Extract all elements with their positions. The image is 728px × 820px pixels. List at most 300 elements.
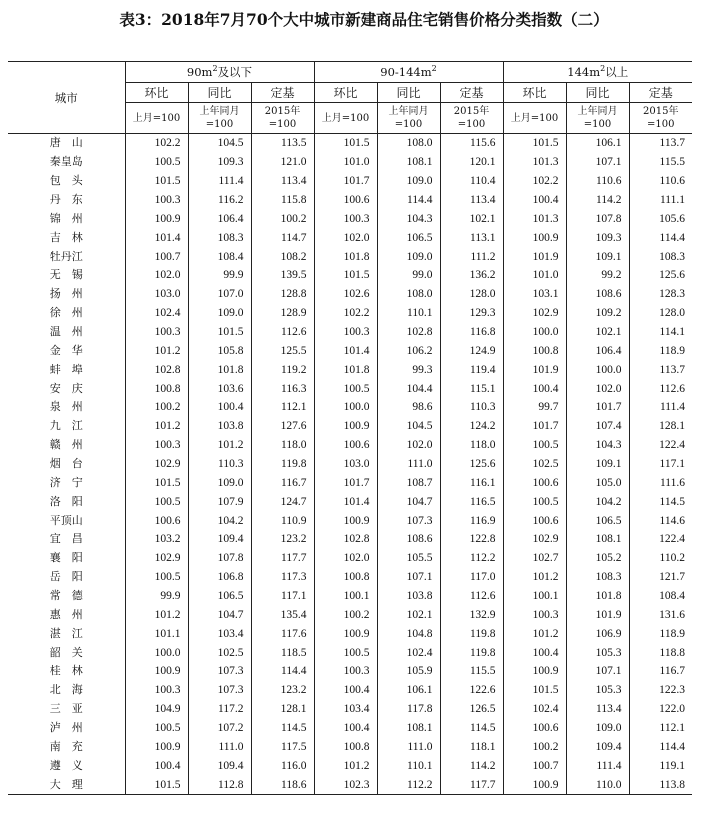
index-value: 107.3	[188, 662, 251, 681]
index-value: 112.6	[629, 379, 692, 398]
index-value: 101.5	[125, 172, 188, 191]
index-value: 100.4	[314, 719, 377, 738]
index-value: 118.9	[629, 624, 692, 643]
group-header-large: $144m^2$以上	[503, 62, 692, 83]
city-name: 岳 阳	[49, 570, 83, 584]
table-row	[8, 681, 692, 700]
index-value: 101.8	[314, 247, 377, 266]
index-value: 102.9	[125, 549, 188, 568]
sub-header-fixed: 定基	[440, 83, 503, 103]
index-value: 100.9	[125, 209, 188, 228]
index-value: 108.4	[188, 247, 251, 266]
index-value: 110.3	[440, 398, 503, 417]
base-header-2015: 2015年=100	[440, 103, 503, 134]
index-value: 102.6	[314, 285, 377, 304]
table-row	[8, 191, 692, 210]
index-value: 116.8	[440, 323, 503, 342]
index-value: 100.4	[125, 756, 188, 775]
index-value: 106.5	[377, 228, 440, 247]
index-value: 101.2	[503, 624, 566, 643]
index-value: 102.2	[314, 304, 377, 323]
index-value: 108.4	[629, 587, 692, 606]
index-value: 102.0	[125, 266, 188, 285]
index-value: 128.0	[440, 285, 503, 304]
index-value: 109.1	[566, 455, 629, 474]
index-value: 139.5	[251, 266, 314, 285]
index-value: 108.3	[188, 228, 251, 247]
index-value: 112.6	[440, 587, 503, 606]
index-value: 102.8	[314, 530, 377, 549]
index-value: 104.2	[566, 492, 629, 511]
index-value: 103.0	[314, 455, 377, 474]
index-value: 109.0	[188, 304, 251, 323]
index-value: 109.0	[377, 247, 440, 266]
index-value: 104.7	[188, 605, 251, 624]
table-row	[8, 662, 692, 681]
index-value: 101.8	[314, 360, 377, 379]
index-value: 100.2	[503, 738, 566, 757]
index-value: 117.1	[629, 455, 692, 474]
index-value: 100.1	[314, 587, 377, 606]
index-value: 123.2	[251, 530, 314, 549]
index-value: 102.0	[566, 379, 629, 398]
index-value: 108.0	[377, 134, 440, 153]
index-value: 106.9	[566, 624, 629, 643]
index-value: 101.2	[188, 436, 251, 455]
city-name: 无 锡	[49, 268, 83, 282]
index-value: 103.2	[125, 530, 188, 549]
index-value: 100.3	[314, 323, 377, 342]
index-value: 136.2	[440, 266, 503, 285]
city-name: 南 充	[49, 739, 83, 753]
index-value: 121.7	[629, 568, 692, 587]
index-value: 100.8	[314, 568, 377, 587]
table-row	[8, 153, 692, 172]
city-column-header: 城市	[8, 62, 125, 134]
index-value: 100.8	[125, 379, 188, 398]
index-value: 114.4	[629, 738, 692, 757]
index-value: 100.9	[314, 417, 377, 436]
index-value: 99.9	[125, 587, 188, 606]
index-value: 100.3	[125, 681, 188, 700]
index-value: 105.2	[566, 549, 629, 568]
index-value: 113.5	[251, 134, 314, 153]
index-value: 112.2	[440, 549, 503, 568]
index-value: 114.4	[629, 228, 692, 247]
city-name: 安 庆	[49, 381, 83, 395]
index-value: 100.2	[251, 209, 314, 228]
table-row	[8, 379, 692, 398]
index-value: 109.4	[188, 756, 251, 775]
index-value: 102.4	[125, 304, 188, 323]
base-header-last-year: 上年同月=100	[188, 103, 251, 134]
index-value: 110.6	[629, 172, 692, 191]
index-value: 100.9	[314, 511, 377, 530]
index-value: 105.3	[566, 643, 629, 662]
index-value: 102.5	[503, 455, 566, 474]
index-value: 104.9	[125, 700, 188, 719]
index-value: 103.0	[125, 285, 188, 304]
index-value: 104.2	[188, 511, 251, 530]
index-value: 102.4	[377, 643, 440, 662]
index-value: 110.3	[188, 455, 251, 474]
city-name: 大 理	[8, 775, 125, 794]
index-value: 113.7	[629, 134, 692, 153]
index-value: 100.0	[503, 323, 566, 342]
table-row	[8, 266, 692, 285]
index-value: 112.1	[251, 398, 314, 417]
city-name: 锦 州	[49, 211, 83, 225]
city-name: 平顶山	[49, 513, 83, 527]
index-value: 108.0	[377, 285, 440, 304]
index-value: 100.3	[125, 191, 188, 210]
index-value: 100.0	[566, 360, 629, 379]
index-value: 107.3	[188, 681, 251, 700]
index-value: 116.5	[440, 492, 503, 511]
index-value: 111.4	[566, 756, 629, 775]
index-value: 101.9	[503, 247, 566, 266]
index-value: 116.1	[440, 473, 503, 492]
index-value: 118.8	[629, 643, 692, 662]
index-value: 105.3	[566, 681, 629, 700]
index-value: 115.5	[440, 662, 503, 681]
index-value: 126.5	[440, 700, 503, 719]
index-value: 131.6	[629, 605, 692, 624]
index-value: 100.4	[188, 398, 251, 417]
index-value: 100.3	[314, 209, 377, 228]
index-value: 135.4	[251, 605, 314, 624]
index-value: 111.4	[188, 172, 251, 191]
table-row	[8, 172, 692, 191]
index-value: 109.4	[566, 738, 629, 757]
index-value: 119.1	[629, 756, 692, 775]
index-value: 116.7	[251, 473, 314, 492]
index-value: 100.5	[125, 568, 188, 587]
sub-header-mom: 环比	[314, 83, 377, 103]
index-value: 114.2	[440, 756, 503, 775]
index-value: 109.1	[566, 247, 629, 266]
index-value: 104.7	[377, 492, 440, 511]
index-value: 118.9	[629, 341, 692, 360]
city-name: 济 宁	[49, 475, 83, 489]
index-value: 100.5	[125, 492, 188, 511]
sub-header-yoy: 同比	[188, 83, 251, 103]
index-value: 115.1	[440, 379, 503, 398]
index-value: 118.6	[251, 775, 314, 794]
index-value: 105.0	[566, 473, 629, 492]
city-name: 北 海	[49, 683, 83, 697]
table-body	[8, 134, 692, 795]
index-value: 107.2	[188, 719, 251, 738]
table-row	[8, 624, 692, 643]
group-header-small: $90m^2$及以下	[125, 62, 314, 83]
index-value: 106.8	[188, 568, 251, 587]
index-value: 101.5	[125, 775, 188, 794]
city-name: 湛 江	[49, 626, 83, 640]
index-value: 122.6	[440, 681, 503, 700]
index-value: 106.5	[188, 587, 251, 606]
index-value: 108.6	[566, 285, 629, 304]
index-value: 104.8	[377, 624, 440, 643]
index-value: 104.5	[377, 417, 440, 436]
index-value: 116.3	[251, 379, 314, 398]
index-value: 114.5	[440, 719, 503, 738]
index-value: 99.2	[566, 266, 629, 285]
index-value: 99.7	[503, 398, 566, 417]
index-value: 100.6	[314, 436, 377, 455]
index-value: 128.3	[629, 285, 692, 304]
index-value: 102.2	[503, 172, 566, 191]
index-value: 103.8	[188, 417, 251, 436]
table-row	[8, 568, 692, 587]
index-value: 104.4	[377, 379, 440, 398]
index-value: 115.6	[440, 134, 503, 153]
index-value: 102.5	[188, 643, 251, 662]
index-value: 107.1	[566, 662, 629, 681]
city-name: 包 头	[49, 174, 83, 188]
index-value: 109.4	[188, 530, 251, 549]
index-value: 109.0	[566, 719, 629, 738]
index-value: 103.6	[188, 379, 251, 398]
index-value: 100.4	[503, 379, 566, 398]
index-value: 110.9	[251, 511, 314, 530]
city-name: 烟 台	[49, 457, 83, 471]
index-value: 101.5	[503, 134, 566, 153]
index-value: 101.5	[503, 681, 566, 700]
index-value: 127.6	[251, 417, 314, 436]
index-value: 125.6	[629, 266, 692, 285]
sub-header-yoy: 同比	[377, 83, 440, 103]
index-value: 107.1	[566, 153, 629, 172]
index-value: 117.6	[251, 624, 314, 643]
table-row	[8, 738, 692, 757]
index-value: 107.3	[377, 511, 440, 530]
index-value: 104.3	[377, 209, 440, 228]
index-value: 100.2	[314, 605, 377, 624]
index-value: 121.0	[251, 153, 314, 172]
index-value: 119.4	[440, 360, 503, 379]
index-value: 106.5	[566, 511, 629, 530]
index-value: 105.5	[377, 549, 440, 568]
index-value: 100.6	[503, 473, 566, 492]
index-value: 101.7	[566, 398, 629, 417]
index-value: 111.0	[188, 738, 251, 757]
index-value: 100.0	[125, 643, 188, 662]
index-value: 102.0	[314, 228, 377, 247]
index-value: 109.3	[188, 153, 251, 172]
index-value: 104.5	[188, 134, 251, 153]
index-value: 122.4	[629, 436, 692, 455]
index-value: 108.3	[629, 247, 692, 266]
city-name: 赣 州	[49, 438, 83, 452]
index-value: 100.7	[125, 247, 188, 266]
index-value: 117.7	[251, 549, 314, 568]
sub-header-mom: 环比	[125, 83, 188, 103]
city-name: 扬 州	[49, 287, 83, 301]
index-value: 102.7	[503, 549, 566, 568]
index-value: 101.2	[314, 756, 377, 775]
index-value: 115.8	[251, 191, 314, 210]
index-value: 102.1	[440, 209, 503, 228]
index-value: 128.1	[251, 700, 314, 719]
base-header-last-year: 上年同月=100	[566, 103, 629, 134]
index-value: 113.8	[629, 775, 692, 794]
index-value: 101.2	[125, 341, 188, 360]
index-value: 100.5	[125, 153, 188, 172]
index-value: 106.1	[377, 681, 440, 700]
index-value: 101.9	[503, 360, 566, 379]
index-value: 100.4	[503, 643, 566, 662]
table-row	[8, 209, 692, 228]
index-value: 132.9	[440, 605, 503, 624]
index-value: 110.6	[566, 172, 629, 191]
base-header-last-year: 上年同月=100	[377, 103, 440, 134]
index-value: 100.8	[314, 738, 377, 757]
index-value: 103.8	[377, 587, 440, 606]
table-row	[8, 700, 692, 719]
index-value: 110.4	[440, 172, 503, 191]
index-value: 109.0	[377, 172, 440, 191]
index-value: 117.1	[251, 587, 314, 606]
index-value: 102.9	[503, 530, 566, 549]
sub-header-mom: 环比	[503, 83, 566, 103]
index-value: 102.0	[314, 549, 377, 568]
index-value: 100.4	[314, 681, 377, 700]
index-value: 108.1	[377, 153, 440, 172]
index-value: 109.2	[566, 304, 629, 323]
table-row	[8, 756, 692, 775]
index-value: 111.0	[377, 455, 440, 474]
index-value: 100.5	[503, 492, 566, 511]
index-value: 128.0	[629, 304, 692, 323]
index-value: 100.5	[503, 436, 566, 455]
index-value: 105.9	[377, 662, 440, 681]
index-value: 101.0	[503, 266, 566, 285]
index-value: 110.0	[566, 775, 629, 794]
index-value: 117.7	[440, 775, 503, 794]
index-value: 114.4	[377, 191, 440, 210]
index-value: 102.4	[503, 700, 566, 719]
index-value: 117.8	[377, 700, 440, 719]
index-value: 111.4	[629, 398, 692, 417]
city-name: 吉 林	[49, 230, 83, 244]
group-header-medium: $90-144m^2$	[314, 62, 503, 83]
index-value: 124.7	[251, 492, 314, 511]
index-value: 104.3	[566, 436, 629, 455]
city-name: 温 州	[49, 325, 83, 339]
index-value: 117.3	[251, 568, 314, 587]
index-value: 101.3	[503, 209, 566, 228]
city-name: 洛 阳	[49, 494, 83, 508]
index-value: 102.1	[377, 605, 440, 624]
index-value: 100.5	[125, 719, 188, 738]
index-value: 100.1	[503, 587, 566, 606]
index-value: 101.4	[125, 228, 188, 247]
city-name: 徐 州	[49, 306, 83, 320]
index-value: 109.3	[566, 228, 629, 247]
index-value: 99.9	[188, 266, 251, 285]
index-value: 122.8	[440, 530, 503, 549]
index-value: 118.0	[440, 436, 503, 455]
index-value: 108.2	[251, 247, 314, 266]
index-value: 119.8	[251, 455, 314, 474]
index-value: 107.8	[188, 549, 251, 568]
table-row	[8, 436, 692, 455]
index-value: 123.2	[251, 681, 314, 700]
table-row	[8, 398, 692, 417]
sub-header-fixed: 定基	[251, 83, 314, 103]
index-value: 122.4	[629, 530, 692, 549]
index-value: 103.1	[503, 285, 566, 304]
index-value: 102.0	[377, 436, 440, 455]
index-value: 101.1	[125, 624, 188, 643]
index-value: 112.1	[629, 719, 692, 738]
index-value: 119.8	[440, 624, 503, 643]
base-header-last-month: 上月=100	[314, 103, 377, 134]
index-value: 118.5	[251, 643, 314, 662]
index-value: 100.9	[125, 662, 188, 681]
index-value: 118.0	[251, 436, 314, 455]
table-row	[8, 492, 692, 511]
city-name: 韶 关	[49, 645, 83, 659]
index-value: 114.1	[629, 323, 692, 342]
index-value: 98.6	[377, 398, 440, 417]
city-name: 常 德	[49, 589, 83, 603]
index-value: 111.0	[377, 738, 440, 757]
table-row	[8, 549, 692, 568]
table-title: 表3：2018年7月70个大中城市新建商品住宅销售价格分类指数（二）	[119, 10, 609, 29]
index-value: 101.4	[314, 492, 377, 511]
index-value: 112.8	[188, 775, 251, 794]
index-value: 106.4	[188, 209, 251, 228]
index-value: 107.0	[188, 285, 251, 304]
table-row	[8, 605, 692, 624]
table-row	[8, 417, 692, 436]
index-value: 105.6	[629, 209, 692, 228]
index-value: 100.9	[125, 738, 188, 757]
index-value: 113.4	[566, 700, 629, 719]
city-name: 惠 州	[49, 607, 83, 621]
index-value: 100.7	[503, 756, 566, 775]
index-value: 111.1	[629, 191, 692, 210]
index-value: 106.2	[377, 341, 440, 360]
index-value: 125.5	[251, 341, 314, 360]
table-row	[8, 719, 692, 738]
index-value: 102.2	[125, 134, 188, 153]
index-value: 100.9	[503, 228, 566, 247]
index-value: 101.0	[314, 153, 377, 172]
table-row	[8, 643, 692, 662]
index-value: 100.6	[503, 511, 566, 530]
index-value: 101.2	[125, 605, 188, 624]
index-value: 100.5	[314, 379, 377, 398]
index-value: 119.2	[251, 360, 314, 379]
index-value: 116.9	[440, 511, 503, 530]
index-value: 117.2	[188, 700, 251, 719]
index-value: 100.4	[503, 191, 566, 210]
index-value: 101.7	[503, 417, 566, 436]
city-name: 秦皇岛	[49, 155, 83, 169]
index-value: 100.0	[314, 398, 377, 417]
index-value: 114.7	[251, 228, 314, 247]
index-value: 101.7	[314, 172, 377, 191]
index-value: 115.5	[629, 153, 692, 172]
table-row	[8, 285, 692, 304]
index-value: 129.3	[440, 304, 503, 323]
index-value: 120.1	[440, 153, 503, 172]
city-name: 泸 州	[49, 721, 83, 735]
index-value: 108.7	[377, 473, 440, 492]
